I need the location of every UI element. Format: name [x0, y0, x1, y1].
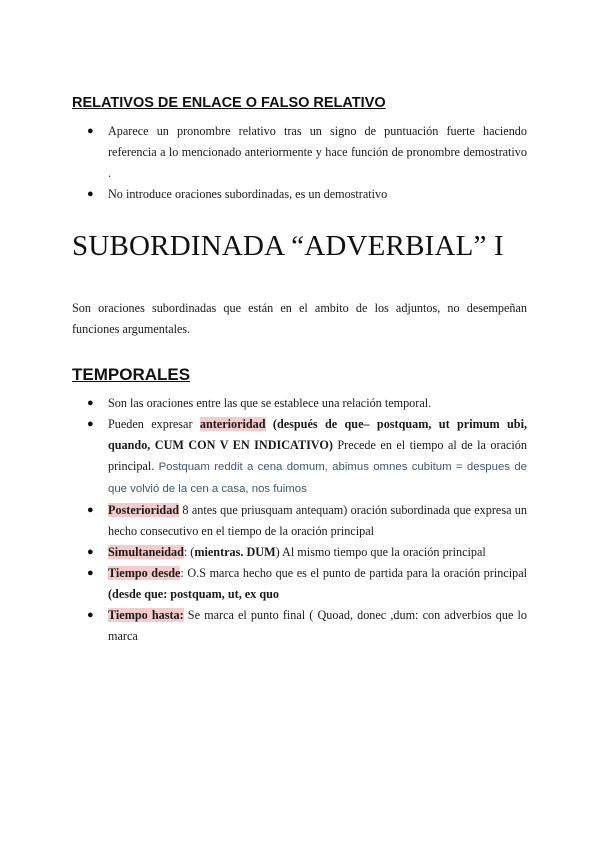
highlight-simultaneidad: Simultaneidad — [108, 545, 184, 559]
list-item: ● No introduce oraciones subordinadas, es un demostrativo — [72, 184, 527, 205]
bullet-icon: ● — [87, 125, 94, 137]
example-text: Postquam reddit a cena domum, abimus omnes cubitum = despues de que volvió de la cen a casa, nos fuimos — [108, 461, 527, 495]
temporales-heading: TEMPORALES — [72, 365, 191, 384]
bullet-icon: ● — [87, 188, 94, 200]
highlight-tiempo-hasta: Tiempo hasta: — [108, 608, 184, 622]
relativos-heading: RELATIVOS DE ENLACE O FALSO RELATIVO — [72, 95, 386, 111]
list-item: ● Simultaneidad: (mientras. DUM) Al mismo tiempo que la oración principal — [72, 542, 527, 563]
list-item: ● Pueden expresar anterioridad (después de que– postquam, ut primum ubi, quando, CUM CON V EN INDICATIVO) Precede en el tiempo al de la oración principal. Postquam reddit a cena domum, abimus omnes cubitum = despues de que volvió de la cen a casa, nos fuimos — [72, 414, 527, 500]
list-item: ● Posterioridad 8 antes que priusquam antequam) oración subordinada que expresa un hecho consecutivo en el tiempo de la oración principal — [72, 500, 527, 542]
bullet-icon: ● — [87, 504, 94, 516]
bullet-icon: ● — [87, 397, 94, 409]
highlight-tiempo-desde: Tiempo desde — [108, 566, 181, 580]
bullet-icon: ● — [87, 546, 94, 558]
bullet-icon: ● — [87, 418, 94, 430]
list-item: ● Tiempo desde: O.S marca hecho que es el punto de partida para la oración principal (desde que: postquam, ut, ex quo — [72, 563, 527, 605]
highlight-posterioridad: Posterioridad — [108, 503, 180, 517]
relativos-list — [72, 121, 527, 205]
bullet-icon: ● — [87, 567, 94, 579]
bullet-icon: ● — [87, 609, 94, 621]
page-title: SUBORDINADA “ADVERBIAL” I — [72, 230, 504, 262]
highlight-anterioridad: anterioridad — [199, 417, 266, 431]
temporales-list — [72, 393, 527, 647]
intro-paragraph: Son oraciones subordinadas que están en el ambito de los adjuntos, no desempeñan funciones argumentales. — [72, 301, 527, 336]
list-item: ● Son las oraciones entre las que se establece una relación temporal. — [72, 393, 527, 414]
list-item: ● Aparece un pronombre relativo tras un signo de puntuación fuerte haciendo referencia a lo mencionado anteriormente y hace función de pronombre demostrativo . — [72, 121, 527, 184]
list-item: ● Tiempo hasta: Se marca el punto final ( Quoad, donec ,dum: con adverbios que lo marca — [72, 605, 527, 647]
